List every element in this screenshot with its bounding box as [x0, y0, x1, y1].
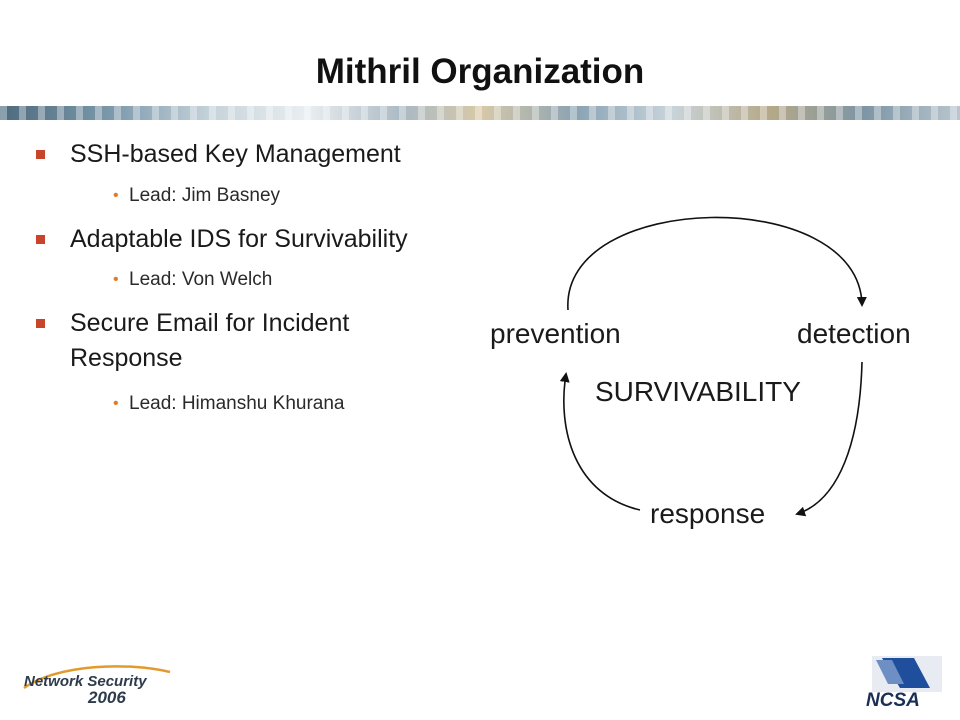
bullet-text-line2: Response [70, 344, 183, 372]
dot-bullet-icon: • [113, 395, 119, 412]
arrow-prevention-to-detection [568, 217, 862, 310]
logo-text-year: 2006 [88, 688, 126, 706]
arrow-detection-to-response [797, 362, 862, 514]
bullet-text-line1: Secure Email for Incident [70, 309, 350, 337]
dot-bullet-icon: • [113, 271, 119, 288]
diagram-label-response: response [650, 498, 766, 529]
diagram-label-survivability: SURVIVABILITY [595, 376, 801, 407]
slide-title: Mithril Organization [315, 52, 645, 91]
sub-bullet-text: Lead: Jim Basney [129, 185, 281, 206]
network-security-2006-logo [18, 658, 178, 706]
dot-bullet-icon: • [113, 187, 119, 204]
bullet-text: Adaptable IDS for Survivability [70, 225, 408, 253]
bullet-text: SSH-based Key Management [70, 140, 401, 168]
diagram-label-detection: detection [797, 318, 911, 349]
sub-bullet-text: Lead: Himanshu Khurana [129, 393, 345, 414]
logo-text-ncsa: NCSA [866, 690, 920, 710]
ncsa-logo [852, 654, 944, 710]
logo-text-network-security: Network Security [24, 673, 147, 690]
sub-bullet-text: Lead: Von Welch [129, 269, 273, 290]
diagram-label-prevention: prevention [490, 318, 621, 349]
